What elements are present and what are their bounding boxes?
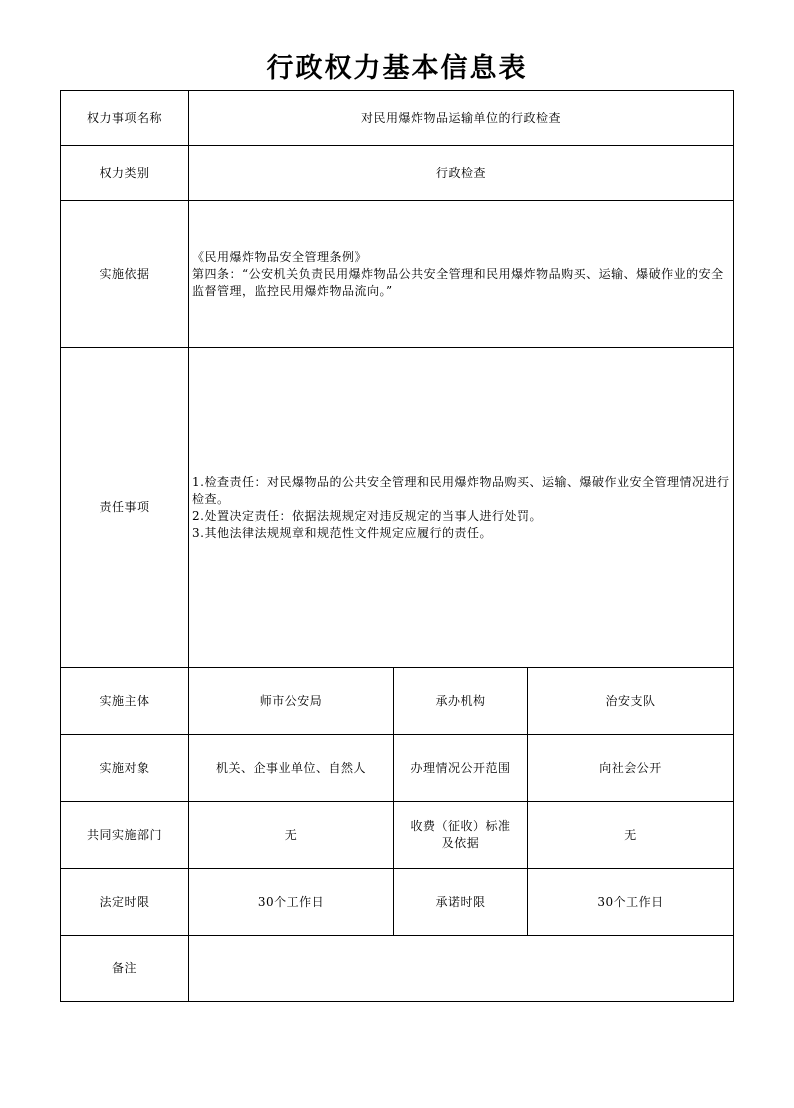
value-joint: 无 <box>189 802 394 869</box>
label-agency: 承办机构 <box>394 668 528 735</box>
duty-line-1: 1.检查责任：对民爆物品的公共安全管理和民用爆炸物品购买、运输、爆破作业安全管理情况进行检查。 <box>192 474 730 506</box>
value-fee: 无 <box>528 802 734 869</box>
label-basis: 实施依据 <box>61 201 189 348</box>
row-basis <box>61 201 734 348</box>
value-object: 机关、企事业单位、自然人 <box>189 735 394 802</box>
label-disclosure: 办理情况公开范围 <box>394 735 528 802</box>
row-joint <box>61 802 734 869</box>
info-table <box>60 90 734 1002</box>
row-category <box>61 146 734 201</box>
basis-line-2: 第四条：“公安机关负责民用爆炸物品公共安全管理和民用爆炸物品购买、运输、爆破作业的安全监督管理，监控民用爆炸物品流向。” <box>192 266 724 298</box>
row-limit <box>61 869 734 936</box>
row-subject <box>61 668 734 735</box>
value-basis <box>189 201 734 348</box>
value-agency: 治安支队 <box>528 668 734 735</box>
row-remark <box>61 936 734 1002</box>
label-remark: 备注 <box>61 936 189 1002</box>
label-promise: 承诺时限 <box>394 869 528 936</box>
value-category: 行政检查 <box>189 146 734 201</box>
label-joint: 共同实施部门 <box>61 802 189 869</box>
page-title: 行政权力基本信息表 <box>266 53 528 84</box>
value-name: 对民用爆炸物品运输单位的行政检查 <box>189 91 734 146</box>
basis-line-1: 《民用爆炸物品安全管理条例》 <box>192 249 368 264</box>
value-promise: 30个工作日 <box>528 869 734 936</box>
value-subject: 师市公安局 <box>189 668 394 735</box>
duty-line-3: 3.其他法律法规规章和规范性文件规定应履行的责任。 <box>192 525 492 540</box>
label-limit: 法定时限 <box>61 869 189 936</box>
label-subject: 实施主体 <box>61 668 189 735</box>
value-limit: 30个工作日 <box>189 869 394 936</box>
label-name: 权力事项名称 <box>61 91 189 146</box>
value-disclosure: 向社会公开 <box>528 735 734 802</box>
row-name <box>61 91 734 146</box>
label-duties: 责任事项 <box>61 348 189 668</box>
row-object <box>61 735 734 802</box>
label-category: 权力类别 <box>61 146 189 201</box>
duty-line-2: 2.处置决定责任：依据法规规定对违反规定的当事人进行处罚。 <box>192 508 542 523</box>
value-duties <box>189 348 734 668</box>
label-object: 实施对象 <box>61 735 189 802</box>
value-remark <box>189 936 734 1002</box>
row-duties <box>61 348 734 668</box>
label-fee: 收费（征收）标准及依据 <box>394 802 528 869</box>
